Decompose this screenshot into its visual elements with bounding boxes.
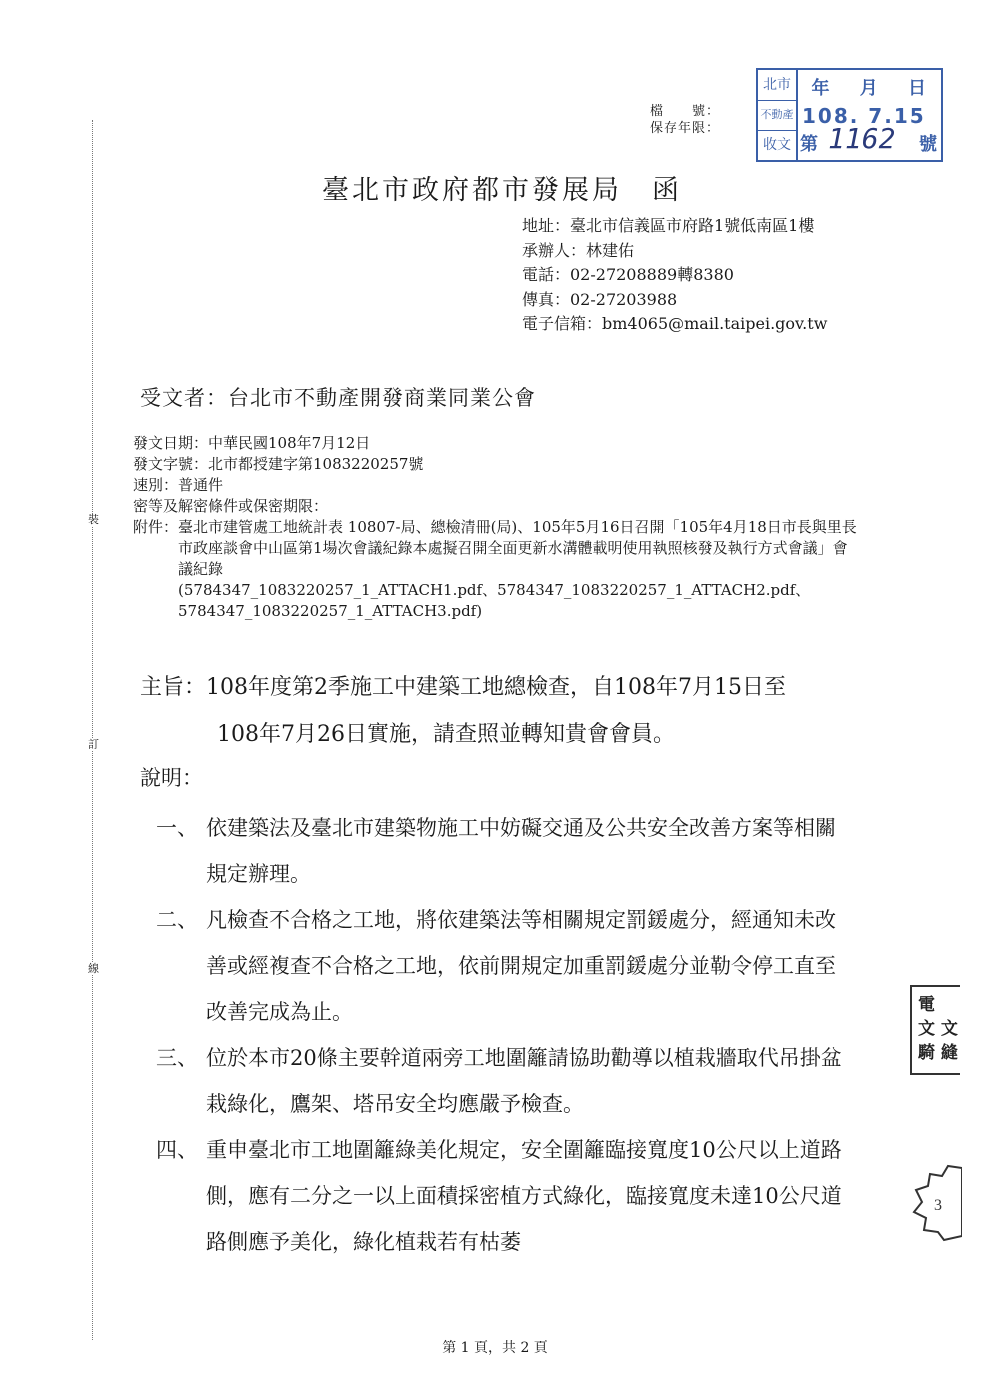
item-text: 位於本市20條主要幹道兩旁工地圍籬請協助勸導以植栽牆取代吊掛盆栽綠化，鷹架、塔吊安全均應嚴予檢查。: [206, 1046, 842, 1116]
attachments-files: (5784347_1083220257_1_ATTACH1.pdf、5784347_1083220257_1_ATTACH2.pdf、 5784347_1083220257_1_ATTACH3.pdf): [178, 581, 811, 620]
subject-line-2: 108年7月26日實施，請查照並轉知貴會會員。: [217, 722, 675, 747]
list-item: [156, 805, 856, 897]
meta-block: [133, 433, 873, 622]
speed-class: 速別：普通件: [133, 476, 224, 494]
document-title: 臺北市政府都市發展局 函: [322, 175, 682, 206]
margin-mark-zhuang: 裝: [88, 513, 99, 526]
attachments-label: 附件：: [133, 518, 179, 536]
document-number: 發文字號：北市都授建字第1083220257號: [133, 455, 424, 473]
recipient: 受文者：台北市不動產開發商業同業公會: [140, 386, 536, 410]
seal-line-2: 文 文: [918, 1019, 958, 1039]
file-number-label: 檔 號：: [650, 104, 721, 119]
stamp-date: 108. 7.15: [802, 104, 926, 128]
secrecy-terms: 密等及解密條件或保密期限：: [133, 497, 329, 515]
margin-mark-ding: 訂: [88, 738, 99, 751]
item-number: 四、: [156, 1138, 198, 1162]
description-label: 說明：: [140, 766, 203, 790]
list-item: [156, 1127, 856, 1265]
subject-line-1: 108年度第2季施工中建築工地總檢查，自108年7月15日至: [206, 675, 786, 700]
item-text: 重申臺北市工地圍籬綠美化規定，安全圍籬臨接寬度10公尺以上道路側，應有二分之一以上面積採密植方式綠化，臨接寬度未達10公尺道路側應予美化，綠化植栽若有枯萎: [206, 1138, 842, 1254]
archive-labels: [650, 103, 720, 137]
page-footer: 第 1 頁，共 2 頁: [442, 1340, 548, 1356]
gear-seal-icon: [912, 1162, 962, 1242]
contact-handler: 承辦人：林建佑: [522, 240, 635, 260]
stamp-ymd-label: 年 月 日: [811, 78, 938, 99]
item-text: 依建築法及臺北市建築物施工中妨礙交通及公共安全改善方案等相關規定辦理。: [206, 816, 836, 886]
list-item: [156, 897, 856, 1035]
attachments-content: [178, 517, 858, 622]
list-item: [156, 1035, 856, 1127]
contact-email: 電子信箱：bm4065@mail.taipei.gov.tw: [522, 314, 828, 333]
stamp-city: 北市: [763, 77, 791, 93]
seam-seal-fragment: [910, 985, 960, 1075]
subject: [140, 664, 870, 758]
contact-address: 地址：臺北市信義區市府路1號低南區1樓: [522, 216, 815, 235]
contact-phone: 電話：02-27208889轉8380: [522, 265, 734, 284]
seal-line-1: 電: [918, 995, 935, 1015]
contact-block: [522, 214, 862, 337]
stamp-handwritten-number: 1162: [828, 122, 896, 155]
issue-date: 發文日期：中華民國108年7月12日: [133, 434, 371, 452]
attachments: [133, 517, 873, 622]
item-number: 一、: [156, 816, 198, 840]
receipt-stamp: [756, 68, 943, 162]
item-number: 二、: [156, 908, 198, 932]
gear-number: 3: [934, 1197, 942, 1214]
stamp-realestate: 不動產: [760, 108, 794, 121]
item-text: 凡檢查不合格之工地，將依建築法等相關規定罰鍰處分，經通知未改善或經複查不合格之工地，依前開規定加重罰鍰處分並勒令停工直至改善完成為止。: [206, 908, 836, 1024]
attachments-text: 臺北市建管處工地統計表 10807-局、總檢清冊(局)、105年5月16日召開「105年4月18日市長與里長市政座談會中山區第1場次會議紀錄本處擬召開全面更新水溝體載明使用執照核發及執行方式會議」會議紀錄: [178, 518, 857, 578]
item-number: 三、: [156, 1046, 198, 1070]
subject-label: 主旨：: [140, 675, 207, 700]
seal-line-3: 騎 縫: [918, 1043, 958, 1063]
stamp-received: 收文: [763, 137, 791, 153]
binding-margin-line: [92, 120, 93, 1340]
retention-label: 保存年限：: [650, 121, 721, 136]
stamp-left-column: [758, 70, 798, 160]
margin-mark-xian: 線: [88, 962, 99, 975]
stamp-hao-label: 號: [919, 134, 937, 155]
description-items: [156, 805, 856, 1265]
contact-fax: 傳真：02-27203988: [522, 289, 678, 309]
stamp-di-label: 第: [800, 134, 818, 155]
